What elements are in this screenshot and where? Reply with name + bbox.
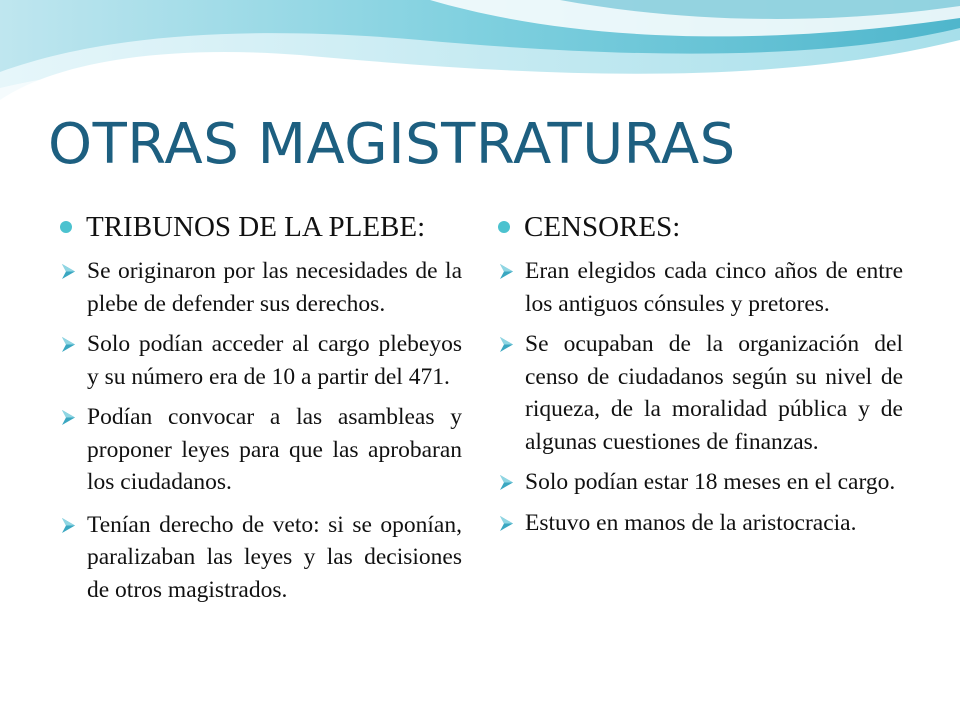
chevron-arrow-icon xyxy=(60,336,77,353)
heading-tribunos: TRIBUNOS DE LA PLEBE: xyxy=(86,210,426,243)
list-item xyxy=(498,507,903,540)
chevron-arrow-icon xyxy=(498,263,515,280)
heading-censores: CENSORES: xyxy=(524,210,681,243)
list-item xyxy=(498,255,903,320)
item-text: Podían convocar a las asambleas y proponer leyes para que las aprobaran los ciudadanos. xyxy=(87,404,462,495)
section-heading xyxy=(60,205,462,249)
chevron-arrow-icon xyxy=(60,263,77,280)
list-item xyxy=(60,328,462,393)
item-text: Se originaron por las necesidades de la plebe de defender sus derechos. xyxy=(87,258,462,317)
chevron-arrow-icon xyxy=(60,517,77,534)
list-item xyxy=(498,328,903,458)
slide-title: OTRAS MAGISTRATURAS xyxy=(48,112,736,177)
section-heading xyxy=(498,205,903,249)
item-text: Estuvo en manos de la aristocracia. xyxy=(525,509,857,536)
item-text: Solo podían estar 18 meses en el cargo. xyxy=(525,469,896,495)
circle-bullet-icon xyxy=(498,221,510,233)
item-text: Tenían derecho de veto: si se oponían, paralizaban las leyes y las decisiones de otros magistrados. xyxy=(87,511,462,603)
circle-bullet-icon xyxy=(60,221,72,233)
list-item xyxy=(60,255,462,320)
column-tribunos xyxy=(60,205,462,614)
list-item xyxy=(60,509,462,607)
item-text: Solo podían acceder al cargo plebeyos y su número era de 10 a partir del 471. xyxy=(87,331,462,390)
chevron-arrow-icon xyxy=(498,515,515,532)
decorative-wave-header xyxy=(0,0,960,110)
column-censores xyxy=(498,205,903,547)
list-item xyxy=(498,466,903,499)
item-text: Eran elegidos cada cinco años de entre los antiguos cónsules y pretores. xyxy=(525,258,903,317)
item-text: Se ocupaban de la organización del censo de ciudadanos según su nivel de riqueza, de la moralidad pública y de algunas cuestiones de finanzas. xyxy=(525,331,903,455)
list-censores xyxy=(498,255,903,539)
list-tribunos xyxy=(60,255,462,606)
chevron-arrow-icon xyxy=(60,409,77,426)
chevron-arrow-icon xyxy=(498,474,515,491)
list-item xyxy=(60,401,462,499)
chevron-arrow-icon xyxy=(498,336,515,353)
